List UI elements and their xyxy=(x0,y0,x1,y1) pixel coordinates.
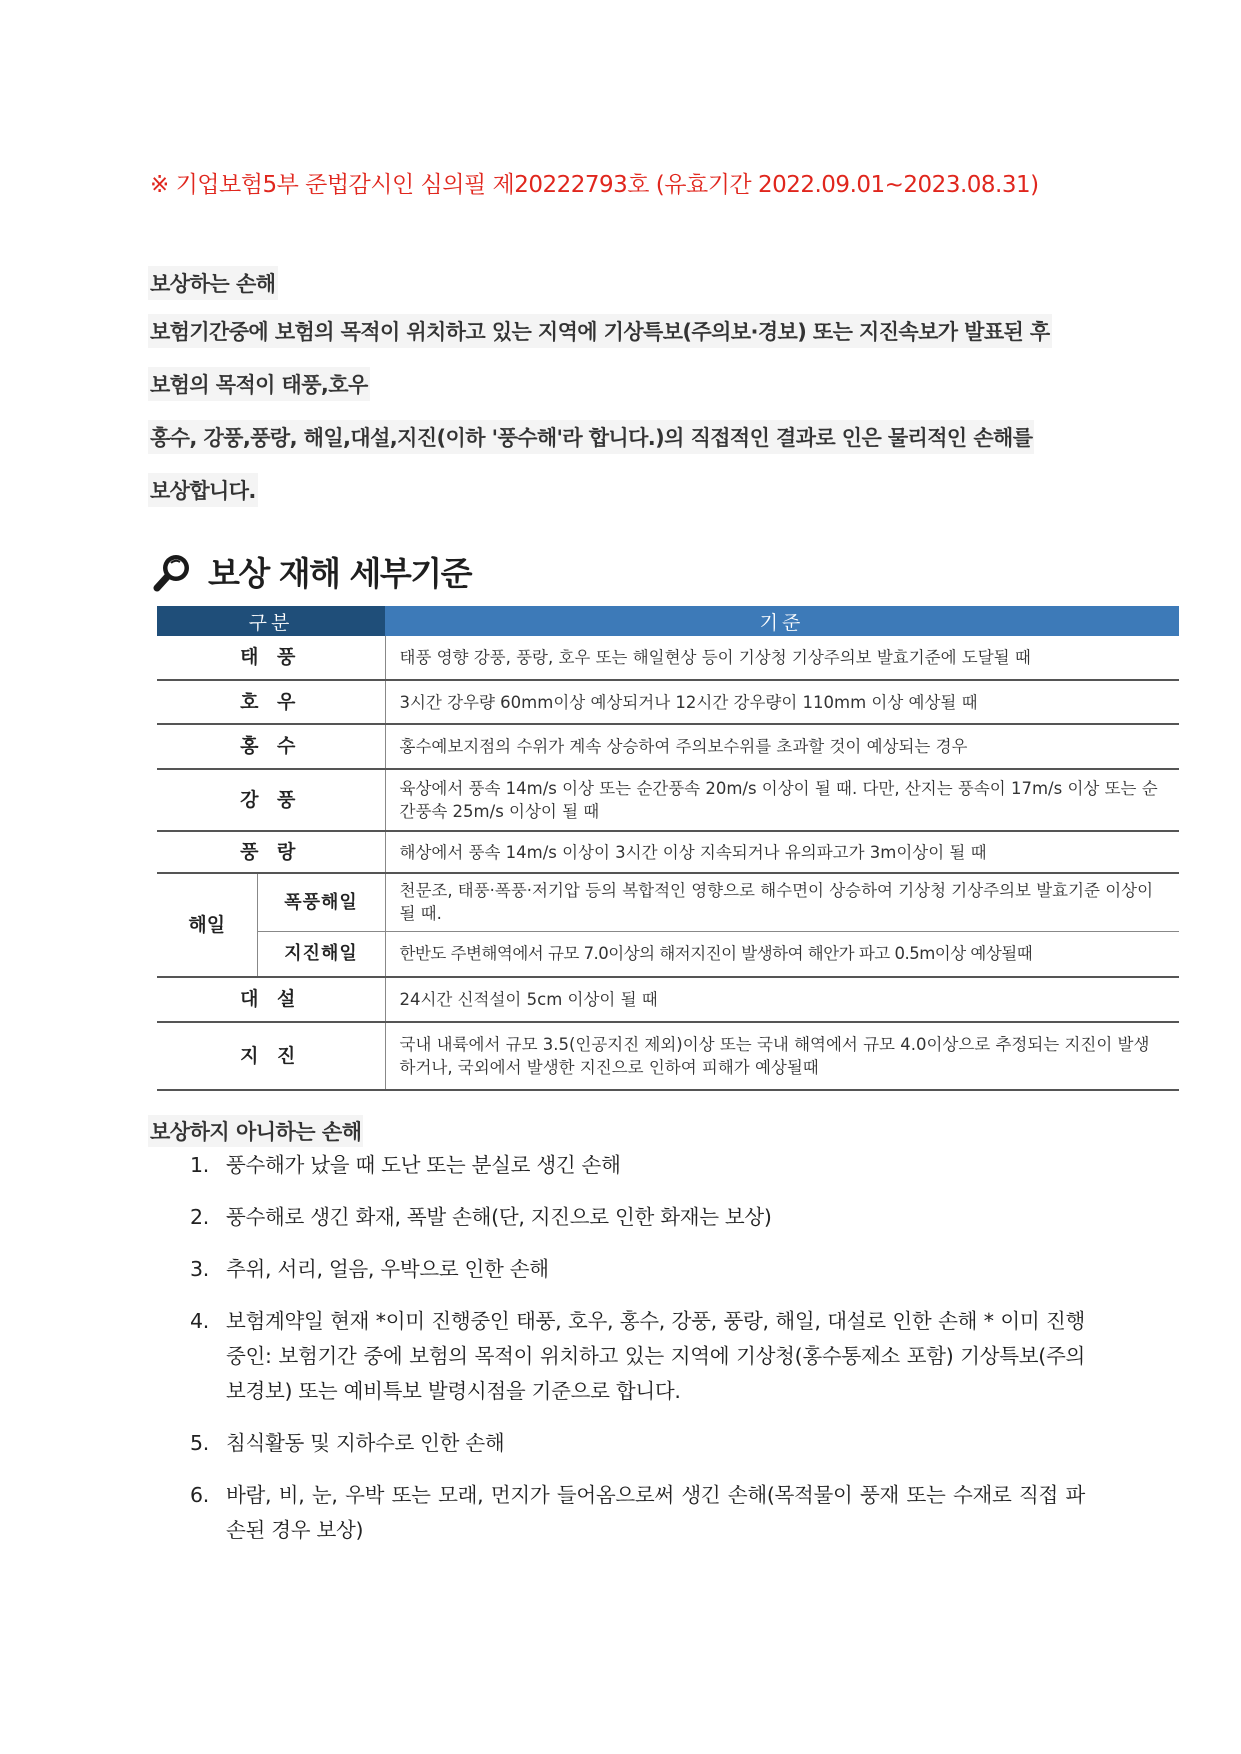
table-row xyxy=(157,769,1179,831)
criteria-heading xyxy=(152,548,471,595)
row-category: 호 우 xyxy=(157,680,385,724)
criteria-title: 보상 재해 세부기준 xyxy=(208,554,472,593)
review-notice: ※ 기업보험5부 준법감시인 심의필 제20222793호 (유효기간 2022.09.01~2023.08.31) xyxy=(150,172,1039,198)
table-row xyxy=(157,636,1179,680)
row-text: 한반도 주변해역에서 규모 7.0이상의 해저지진이 발생하여 해안가 파고 0.5m이상 예상될때 xyxy=(385,931,1179,977)
magnifier-icon xyxy=(152,551,194,593)
table-row xyxy=(157,1022,1179,1090)
coverage-paragraph xyxy=(148,314,1108,526)
row-category: 지 진 xyxy=(157,1022,385,1090)
row-text: 해상에서 풍속 14m/s 이상이 3시간 이상 지속되거나 유의파고가 3m이상이 될 때 xyxy=(385,831,1179,873)
list-number: 5. xyxy=(190,1431,209,1455)
exclusions-list xyxy=(190,1148,1085,1565)
list-text: 풍수해가 났을 때 도난 또는 분실로 생긴 손해 xyxy=(226,1153,621,1177)
list-number: 6. xyxy=(190,1483,209,1507)
list-number: 3. xyxy=(190,1257,209,1281)
list-text: 보험계약일 현재 *이미 진행중인 태풍, 호우, 홍수, 강풍, 풍랑, 해일, 대설로 인한 손해 * 이미 진행중인: 보험기간 중에 보험의 목적이 위치하고 있는 지역에 기상청(홍수통제소 포함) 기상특보(주의보경보) 또는 예비특보 발령시점을 기준으로 합니다. xyxy=(226,1309,1085,1403)
sub-category: 폭풍해일 xyxy=(257,873,385,931)
sub-category: 지진해일 xyxy=(257,931,385,977)
list-item xyxy=(190,1148,1085,1183)
row-category: 강 풍 xyxy=(157,769,385,831)
row-text: 홍수예보지점의 수위가 계속 상승하여 주의보수위를 초과할 것이 예상되는 경우 xyxy=(385,724,1179,769)
list-text: 추위, 서리, 얼음, 우박으로 인한 손해 xyxy=(226,1257,549,1281)
list-number: 2. xyxy=(190,1205,209,1229)
list-number: 4. xyxy=(190,1309,209,1333)
table-row xyxy=(157,873,1179,931)
header-category: 구분 xyxy=(157,606,385,636)
exclusions-title: 보상하지 아니하는 손해 xyxy=(148,1115,363,1147)
list-item xyxy=(190,1478,1085,1548)
table-row xyxy=(157,680,1179,724)
row-category: 홍 수 xyxy=(157,724,385,769)
row-category: 대 설 xyxy=(157,977,385,1022)
coverage-title: 보상하는 손해 xyxy=(148,266,278,300)
row-category-haeil: 해일 xyxy=(157,873,257,977)
row-text: 3시간 강우량 60mm이상 예상되거나 12시간 강우량이 110mm 이상 예상될 때 xyxy=(385,680,1179,724)
list-text: 바람, 비, 눈, 우박 또는 모래, 먼지가 들어옴으로써 생긴 손해(목적물이 풍재 또는 수재로 직접 파손된 경우 보상) xyxy=(226,1483,1085,1542)
table-row xyxy=(157,724,1179,769)
table-row xyxy=(157,977,1179,1022)
header-criteria: 기준 xyxy=(385,606,1179,636)
row-text: 육상에서 풍속 14m/s 이상 또는 순간풍속 20m/s 이상이 될 때. 다만, 산지는 풍속이 17m/s 이상 또는 순간풍속 25m/s 이상이 될 때 xyxy=(385,769,1179,831)
coverage-line: 홍수, 강풍,풍랑, 해일,대설,지진(이하 '풍수해'라 합니다.)의 직접적인 결과로 인은 물리적인 손해를 xyxy=(148,420,1034,454)
criteria-table xyxy=(157,606,1179,1091)
list-item xyxy=(190,1304,1085,1409)
list-text: 풍수해로 생긴 화재, 폭발 손해(단, 지진으로 인한 화재는 보상) xyxy=(226,1205,772,1229)
list-item xyxy=(190,1200,1085,1235)
list-item xyxy=(190,1252,1085,1287)
row-text: 태풍 영향 강풍, 풍랑, 호우 또는 해일현상 등이 기상청 기상주의보 발효기준에 도달될 때 xyxy=(385,636,1179,680)
row-text: 천문조, 태풍·폭풍·저기압 등의 복합적인 영향으로 해수면이 상승하여 기상청 기상주의보 발효기준 이상이 될 때. xyxy=(385,873,1179,931)
list-number: 1. xyxy=(190,1153,209,1177)
row-category: 태 풍 xyxy=(157,636,385,680)
coverage-line: 보상합니다. xyxy=(148,473,258,507)
table-row xyxy=(157,831,1179,873)
list-text: 침식활동 및 지하수로 인한 손해 xyxy=(226,1431,505,1455)
row-category: 풍 랑 xyxy=(157,831,385,873)
table-row xyxy=(157,931,1179,977)
list-item xyxy=(190,1426,1085,1461)
row-text: 24시간 신적설이 5cm 이상이 될 때 xyxy=(385,977,1179,1022)
coverage-line: 보험의 목적이 태풍,호우 xyxy=(148,367,370,401)
coverage-line: 보험기간중에 보험의 목적이 위치하고 있는 지역에 기상특보(주의보·경보) 또는 지진속보가 발표된 후 xyxy=(148,314,1052,348)
row-text: 국내 내륙에서 규모 3.5(인공지진 제외)이상 또는 국내 해역에서 규모 4.0이상으로 추정되는 지진이 발생하거나, 국외에서 발생한 지진으로 인하여 피해가 예상될때 xyxy=(385,1022,1179,1090)
